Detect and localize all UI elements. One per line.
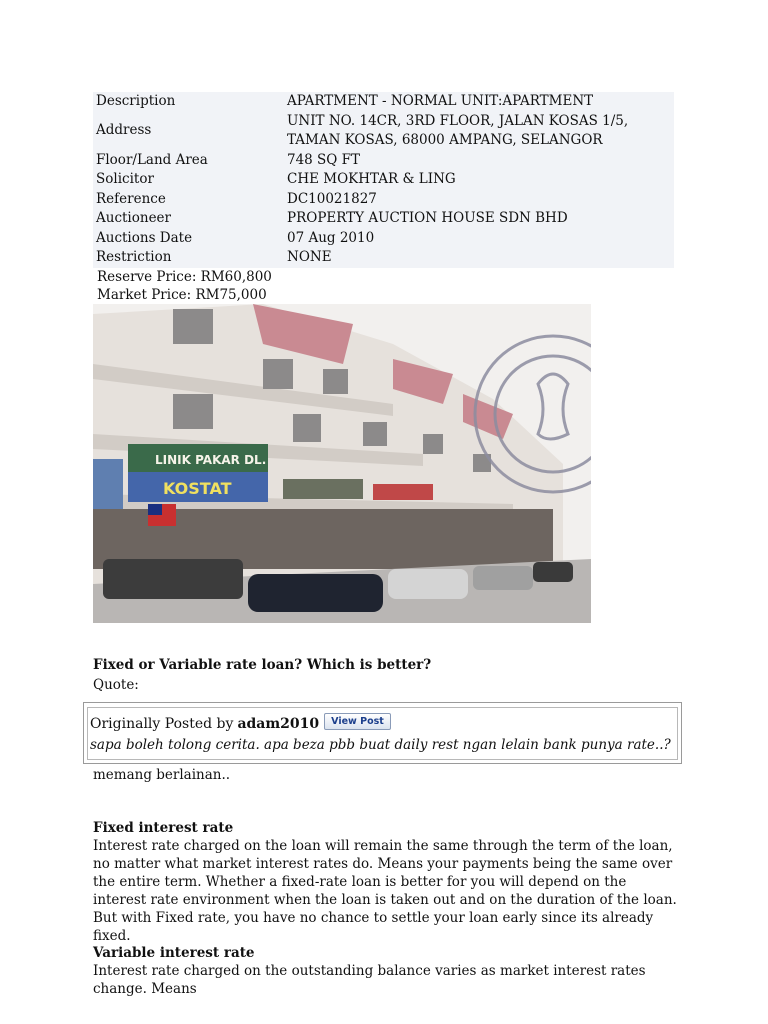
details-row-address bbox=[93, 112, 674, 151]
quote-posted-by: Originally Posted by bbox=[90, 716, 234, 732]
photo-signboard bbox=[373, 484, 433, 500]
details-row-reference bbox=[93, 190, 674, 210]
details-label: Description bbox=[96, 93, 176, 109]
price-block bbox=[97, 268, 272, 304]
details-value: NONE bbox=[287, 249, 332, 265]
details-row-restriction bbox=[93, 248, 674, 268]
details-value: CHE MOKHTAR & LING bbox=[287, 171, 456, 187]
quote-text: sapa boleh tolong cerita. apa beza pbb buat daily rest ngan lelain bank punya rate..? bbox=[90, 737, 671, 753]
details-label: Auctioneer bbox=[96, 210, 172, 226]
details-row-description bbox=[93, 92, 674, 112]
details-value: APARTMENT - NORMAL UNIT:APARTMENT bbox=[287, 93, 594, 109]
details-value: 748 SQ FT bbox=[287, 151, 361, 168]
reserve-price: Reserve Price: RM60,800 bbox=[97, 269, 272, 285]
details-row-auction-date bbox=[93, 229, 674, 249]
details-value: 07 Aug 2010 bbox=[287, 229, 375, 246]
quote-attribution bbox=[90, 715, 391, 733]
details-value: PROPERTY AUCTION HOUSE SDN BHD bbox=[287, 210, 568, 226]
photo-signboard bbox=[283, 479, 363, 499]
details-row-auctioneer bbox=[93, 209, 674, 229]
details-value: DC10021827 bbox=[287, 190, 377, 207]
variable-rate-paragraph: Interest rate charged on the outstanding balance varies as market interest rates change. Means bbox=[93, 963, 646, 997]
view-post-button[interactable]: View Post bbox=[324, 713, 391, 730]
details-label: Reference bbox=[96, 190, 166, 207]
photo-signboard-text: LINIK PAKAR DL. bbox=[155, 453, 267, 467]
details-label: Solicitor bbox=[96, 171, 154, 187]
property-photo bbox=[93, 304, 591, 623]
details-label: Restriction bbox=[96, 249, 172, 265]
reply-text: memang berlainan.. bbox=[93, 767, 231, 783]
quote-author: adam2010 bbox=[237, 716, 320, 732]
details-row-solicitor bbox=[93, 170, 674, 190]
property-details-table bbox=[93, 92, 674, 268]
quote-label: Quote: bbox=[93, 677, 139, 693]
details-label: Floor/Land Area bbox=[96, 151, 208, 168]
question-heading: Fixed or Variable rate loan? Which is better? bbox=[93, 657, 432, 673]
photo-signboard bbox=[93, 459, 123, 509]
fixed-rate-heading: Fixed interest rate bbox=[93, 820, 234, 836]
photo-signboard-text: KOSTAT bbox=[163, 479, 232, 498]
variable-rate-heading: Variable interest rate bbox=[93, 945, 255, 961]
photo-flag bbox=[148, 504, 162, 515]
details-value: UNIT NO. 14CR, 3RD FLOOR, JALAN KOSAS 1/5, TAMAN KOSAS, 68000 AMPANG, SELANGOR bbox=[287, 112, 629, 148]
quote-box bbox=[83, 702, 682, 764]
details-label: Auctions Date bbox=[96, 229, 193, 246]
fixed-rate-paragraph: Interest rate charged on the loan will remain the same through the term of the loan, no matter what market interest rates do. Means your payments being the same over the entire term. Whether a fixed-rate loan is better for you will depend on the interest rate environment when the loan is taken out and on the duration of the loan. But with Fixed rate, you have no chance to settle your loan early since its already fixed. bbox=[93, 838, 677, 944]
details-row-floor-area bbox=[93, 151, 674, 171]
details-label: Address bbox=[96, 122, 152, 139]
market-price: Market Price: RM75,000 bbox=[97, 287, 267, 303]
